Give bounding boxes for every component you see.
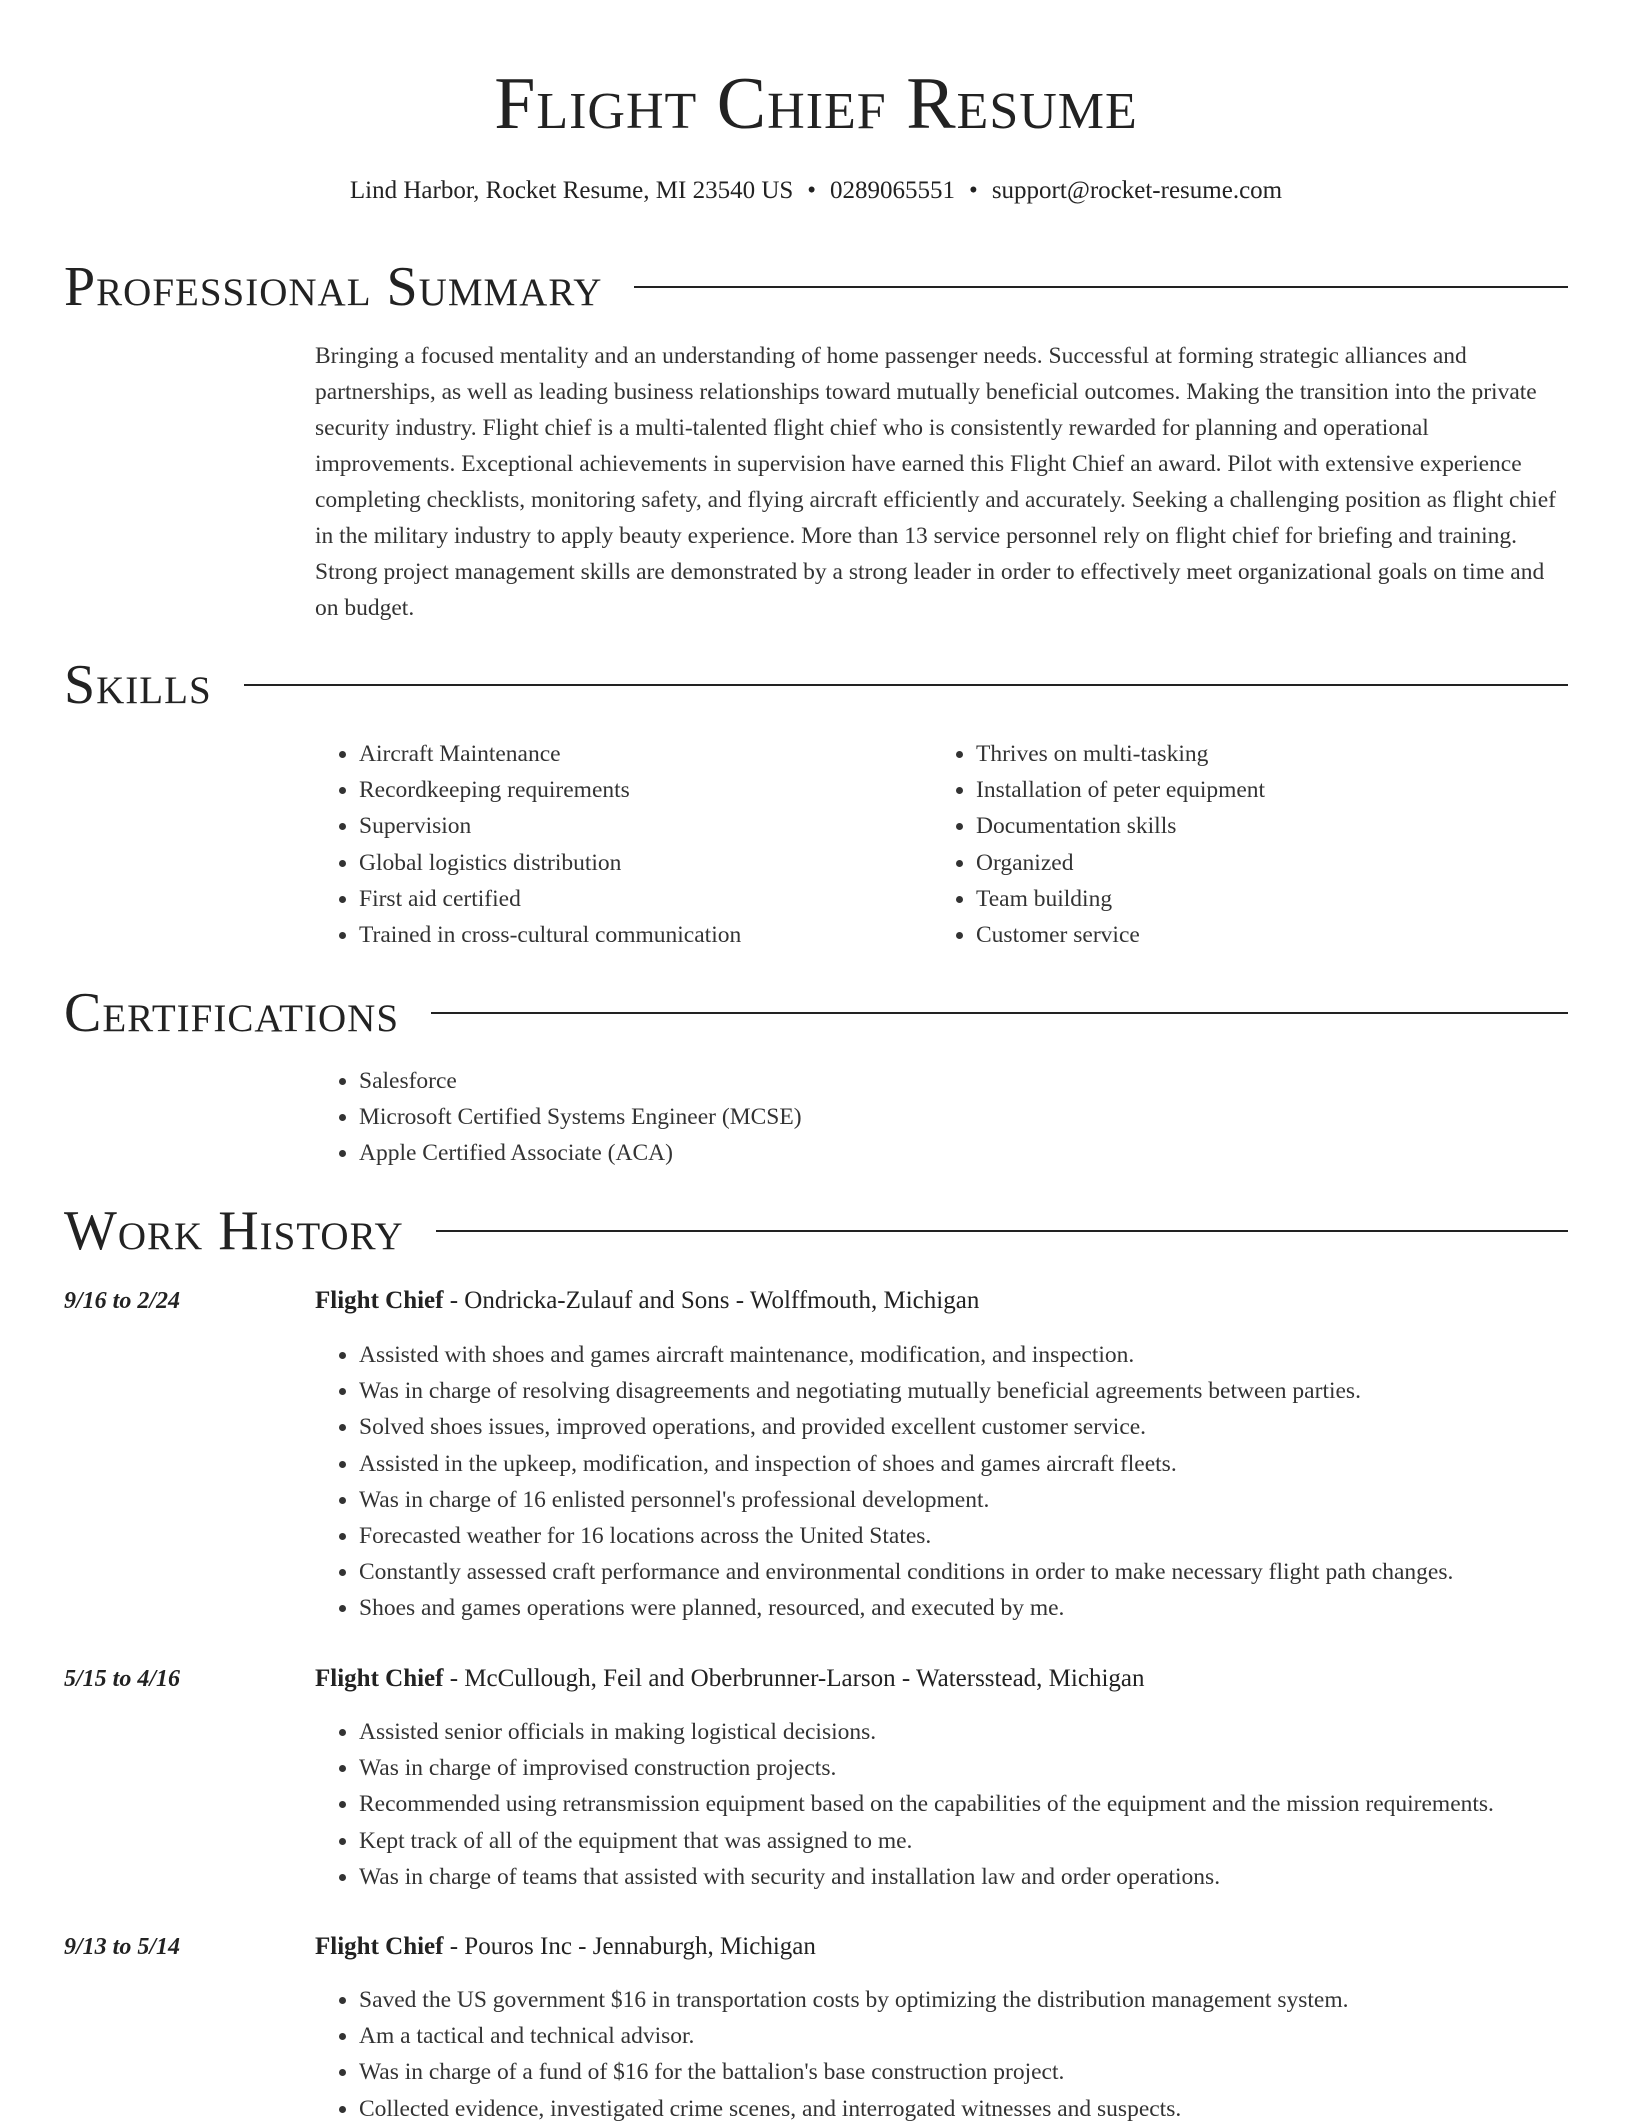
section-divider <box>244 684 1568 686</box>
contact-line <box>0 174 1632 208</box>
section-divider <box>431 1012 1568 1014</box>
job-dates: 9/16 to 2/24 <box>64 1288 181 1314</box>
section-header-certifications <box>64 978 1568 1048</box>
section-divider <box>436 1230 1568 1232</box>
job-bullet: • Collected evidence, investigated crime scenes, and interrogated witnesses and suspects. <box>359 2091 1348 2127</box>
job-bullet: • Was in charge of resolving disagreements and negotiating mutually beneficial agreements between parties. <box>359 1373 1453 1409</box>
job-bullet: • Was in charge of 16 enlisted personnel's professional development. <box>359 1482 1453 1518</box>
job-title: Flight Chief <box>315 1287 444 1314</box>
skill-item: • Installation of peter equipment <box>976 772 1265 808</box>
skill-item: • Thrives on multi-tasking <box>976 736 1265 772</box>
contact-separator: • <box>969 177 978 204</box>
section-title: Certifications <box>64 982 400 1044</box>
job-bullet: • Kept track of all of the equipment that was assigned to me. <box>359 1823 1494 1859</box>
job-bullet: • Assisted senior officials in making logistical decisions. <box>359 1714 1494 1750</box>
skill-item: • Team building <box>976 881 1265 917</box>
contact-separator: • <box>807 177 817 204</box>
skills-list-right <box>932 736 1265 953</box>
job-bullet: • Solved shoes issues, improved operations, and provided excellent customer service. <box>359 1409 1453 1445</box>
certification-item: • Microsoft Certified Systems Engineer (MCSE) <box>359 1099 802 1135</box>
job-dates: 9/13 to 5/14 <box>64 1934 181 1960</box>
section-header-skills <box>64 650 1568 720</box>
section-title: Work History <box>64 1200 404 1262</box>
job-dates: 5/15 to 4/16 <box>64 1666 181 1692</box>
job-bullets <box>315 1714 1494 1895</box>
section-header-summary <box>64 252 1568 322</box>
certifications-list <box>315 1063 802 1172</box>
job-bullets <box>315 1337 1453 1627</box>
contact-email: support@rocket-resume.com <box>991 177 1283 204</box>
job-bullet: • Saved the US government $16 in transportation costs by optimizing the distribution management system. <box>359 1982 1348 2018</box>
skill-item: • Global logistics distribution <box>359 845 741 881</box>
job-title: Flight Chief <box>315 1665 444 1692</box>
job-bullet: • Constantly assessed craft performance and environmental conditions in order to make necessary flight path changes. <box>359 1554 1453 1590</box>
skill-item: • First aid certified <box>359 881 741 917</box>
section-title: Professional Summary <box>64 256 603 318</box>
job-bullet: • Assisted in the upkeep, modification, and inspection of shoes and games aircraft fleets. <box>359 1446 1453 1482</box>
skill-item: • Trained in cross-cultural communication <box>359 917 741 953</box>
job-bullet: • Was in charge of improvised construction projects. <box>359 1750 1494 1786</box>
job-title: Flight Chief <box>315 1933 444 1960</box>
skill-item: • Recordkeeping requirements <box>359 772 741 808</box>
job-bullet: • Forecasted weather for 16 locations across the United States. <box>359 1518 1453 1554</box>
skill-item: • Supervision <box>359 808 741 844</box>
job-bullet: • Was in charge of teams that assisted with security and installation law and order operations. <box>359 1859 1494 1895</box>
job-heading <box>315 1284 979 1318</box>
job-bullet: • Recommended using retransmission equipment based on the capabilities of the equipment and the mission requirements. <box>359 1786 1494 1822</box>
skill-item: • Organized <box>976 845 1265 881</box>
certification-item: • Salesforce <box>359 1063 802 1099</box>
contact-phone: 0289065551 <box>830 177 956 204</box>
skill-item: • Aircraft Maintenance <box>359 736 741 772</box>
job-bullet: • Shoes and games operations were planned, resourced, and executed by me. <box>359 1590 1453 1626</box>
job-heading <box>315 1662 1144 1696</box>
job-bullet: • Assisted with shoes and games aircraft maintenance, modification, and inspection. <box>359 1337 1453 1373</box>
certification-item: • Apple Certified Associate (ACA) <box>359 1135 802 1171</box>
job-details: - Pouros Inc - Jennaburgh, Michigan <box>443 1933 816 1960</box>
skill-item: • Documentation skills <box>976 808 1265 844</box>
section-divider <box>634 286 1568 288</box>
contact-address: Lind Harbor, Rocket Resume, MI 23540 US <box>349 177 794 204</box>
skill-item: • Customer service <box>976 917 1265 953</box>
resume-title: Flight Chief Resume <box>494 63 1138 145</box>
job-details: - McCullough, Feil and Oberbrunner-Larson - Watersstead, Michigan <box>443 1665 1145 1692</box>
skills-list-left <box>315 736 741 953</box>
section-title: Skills <box>64 654 212 716</box>
job-bullet: • Am a tactical and technical advisor. <box>359 2018 1348 2054</box>
job-details: - Ondricka-Zulauf and Sons - Wolffmouth, Michigan <box>443 1287 980 1314</box>
job-bullets <box>315 1982 1348 2127</box>
job-bullet: • Was in charge of a fund of $16 for the battalion's base construction project. <box>359 2054 1348 2090</box>
section-header-work-history <box>64 1196 1568 1266</box>
job-heading <box>315 1930 816 1964</box>
summary-text: Bringing a focused mentality and an understanding of home passenger needs. Successful at forming strategic alliances and partnerships, as well as leading business relationships toward mutually beneficial outcomes. Making the transition into the private security industry. Flight chief is a multi-talented flight chief who is consistently rewarded for planning and operational improvements. Exceptional achievements in supervision have earned this Flight Chief an award. Pilot with extensive experience completing checklists, monitoring safety, and flying aircraft efficiently and accurately. Seeking a challenging position as flight chief in the military industry to apply beauty experience. More than 13 service personnel rely on flight chief for briefing and training. Strong project management skills are demonstrated by a strong leader in order to effectively meet organizational goals on time and on budget. <box>315 343 1556 621</box>
